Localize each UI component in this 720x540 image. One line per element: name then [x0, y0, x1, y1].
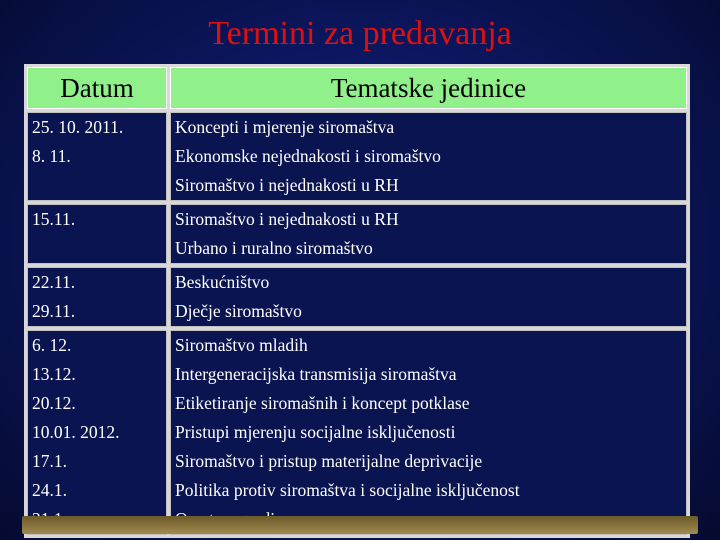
topic-text: Ekonomske nejednakosti i siromaštvo — [175, 146, 441, 166]
date-cell — [27, 112, 167, 201]
table-row — [27, 204, 687, 264]
table-row — [27, 112, 687, 201]
topic-text: Siromaštvo mladih — [175, 335, 308, 355]
topic-text: Pristupi mjerenju socijalne isključenosti — [175, 422, 456, 442]
date-text: 10.01. 2012. — [32, 422, 120, 442]
topic-text: Intergeneracijska transmisija siromaštva — [175, 364, 457, 384]
date-text: 29.11. — [32, 301, 76, 321]
date-text: 13.12. — [32, 364, 76, 384]
topic-cell — [170, 330, 687, 535]
date-text: 6. 12. — [32, 335, 72, 355]
topic-text: Siromaštvo i nejednakosti u RH — [175, 175, 399, 195]
topic-text: Koncepti i mjerenje siromaštva — [175, 117, 395, 137]
date-text: 24.1. — [32, 480, 67, 500]
topic-text: Dječje siromaštvo — [175, 301, 302, 321]
date-cell — [27, 204, 167, 264]
table-row — [27, 267, 687, 327]
topic-text: Siromaštvo i nejednakosti u RH — [175, 209, 399, 229]
topic-cell — [170, 204, 687, 264]
schedule-body — [27, 112, 687, 535]
topic-cell — [170, 267, 687, 327]
topic-text: Urbano i ruralno siromaštvo — [175, 238, 373, 258]
topic-cell — [170, 112, 687, 201]
date-text: 25. 10. 2011. — [32, 117, 124, 137]
header-topics: Tematske jedinice — [170, 67, 687, 109]
schedule-table — [24, 64, 690, 538]
topic-text: Siromaštvo i pristup materijalne deprivacije — [175, 451, 483, 471]
date-text: 17.1. — [32, 451, 67, 471]
topic-text: Etiketiranje siromašnih i koncept potklase — [175, 393, 470, 413]
date-text: 22.11. — [32, 272, 76, 292]
header-date: Datum — [27, 67, 167, 109]
header-row — [27, 67, 687, 109]
date-text: 8. 11. — [32, 146, 71, 166]
date-text: 20.12. — [32, 393, 76, 413]
date-cell — [27, 330, 167, 535]
slide-title: Termini za predavanja — [208, 15, 512, 52]
date-text: 15.11. — [32, 209, 76, 229]
bottom-decoration-bar — [22, 516, 698, 534]
table-row — [27, 330, 687, 535]
topic-text: Beskućništvo — [175, 272, 270, 292]
date-cell — [27, 267, 167, 327]
topic-text: Politika protiv siromaštva i socijalne isključenost — [175, 480, 520, 500]
